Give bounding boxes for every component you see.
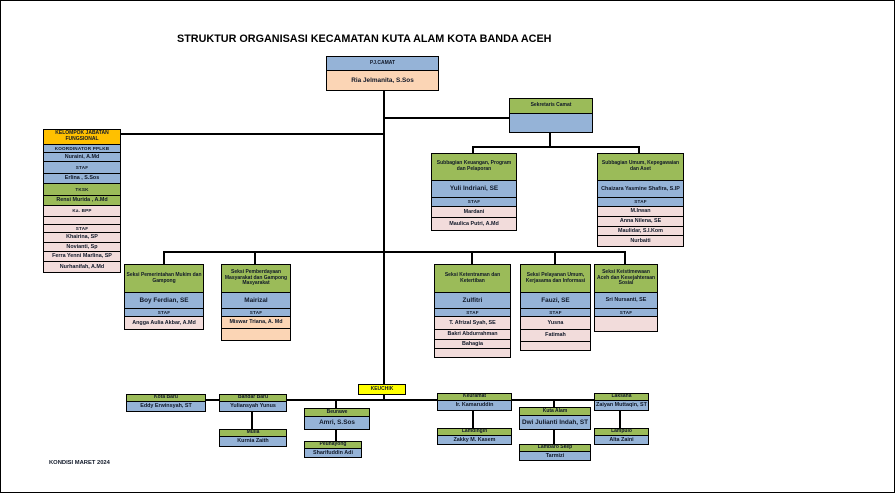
- subkeu-row-3: Mardani: [432, 207, 516, 218]
- org-box-seksi3: [434, 264, 511, 358]
- org-box-lamdingin: [437, 428, 512, 445]
- seksi2-row-2: STAF: [222, 309, 290, 317]
- kelompok-row-1: KOORDINATOR PPLKB: [44, 145, 120, 153]
- connector-line: [383, 252, 385, 384]
- seksi4-header: Seksi Pelayanan Umum, Kerjasama dan Informasi: [521, 265, 590, 293]
- kelompok-header: KELOMPOK JABATAN FUNGSIONAL: [44, 130, 120, 145]
- seksi2-header: Seksi Pemberdayaan Masyarakat dan Gampong Masyarakat: [222, 265, 290, 293]
- connector-line: [619, 409, 621, 429]
- connector-line: [335, 428, 337, 442]
- kutaalam-header: Kuta Alam: [520, 408, 590, 416]
- seksi3-row-4: Bakri Abdurrahman: [435, 330, 510, 340]
- seksi5-header: Seksi Keistimewaan Aceh dan Kesejahteraan Sosial: [595, 265, 657, 293]
- seksi3-row-2: STAF: [435, 309, 510, 317]
- org-box-kelompok: [43, 129, 121, 273]
- kelompok-row-11: Novianti, Sp: [44, 243, 120, 252]
- seksi1-header: Seksi Pemerintahan Mukim dan Gampong: [125, 265, 203, 293]
- laksana-header: Laksana: [595, 394, 648, 401]
- org-box-seksi4: [520, 264, 591, 351]
- seksi3-row-6: [435, 349, 510, 357]
- org-box-kutaalam: [519, 407, 591, 430]
- org-box-mulia: [219, 429, 287, 447]
- seksi4-row-2: STAF: [521, 309, 590, 317]
- org-box-laksana: [594, 393, 649, 411]
- org-box-keuchik: [358, 384, 406, 395]
- org-box-lampulo: [594, 428, 649, 445]
- org-box-sekcam: [509, 98, 593, 133]
- seksi3-row-3: T. Afrizal Syah, SE: [435, 317, 510, 330]
- lampulo-row-1: Alta Zaini: [595, 436, 648, 444]
- subkeu-row-2: STAF: [432, 198, 516, 207]
- connector-line: [383, 117, 510, 119]
- seksi4-row-4: Fatimah: [521, 330, 590, 342]
- mulia-row-1: Kurnia Zaith: [220, 437, 286, 446]
- sekcam-header: Sekretaris Camat: [510, 99, 592, 114]
- lamdingin-row-1: Zakky M. Kasem: [438, 436, 511, 444]
- kelompok-row-10: Khairina, SP: [44, 233, 120, 243]
- seksi2-row-3: Miswar Triana, A. Md: [222, 317, 290, 329]
- org-box-seksi5: [594, 264, 658, 332]
- kelompok-row-2: Nuraini, A.Md: [44, 153, 120, 162]
- kelompok-row-4: Erlina , S.Sos: [44, 174, 120, 184]
- org-box-seksi1: [124, 264, 204, 330]
- connector-line: [163, 251, 626, 253]
- peunayong-row-1: Sharifuddin Adi: [305, 449, 361, 457]
- peunayong-header: Peunayong: [305, 442, 361, 449]
- seksi3-header: Seksi Ketentraman dan Ketertiban: [435, 265, 510, 293]
- kotabaru-header: Kota Baru: [127, 395, 205, 402]
- kotabaru-row-1: Eddy Erwinsyah, ST: [127, 402, 205, 411]
- subumum-row-5: Maulidar, S.I.Kom: [598, 227, 683, 236]
- seksi1-row-1: Boy Ferdian, SE: [125, 293, 203, 309]
- connector-line: [119, 133, 384, 135]
- seksi4-row-1: Fauzi, SE: [521, 293, 590, 309]
- org-box-subkeu: [431, 153, 517, 231]
- seksi1-row-3: Angga Aulia Akbar, A.Md: [125, 317, 203, 329]
- subumum-header: Subbagian Umum, Kepegawaian dan Aset: [598, 154, 683, 181]
- footer-note: KONDISI MARET 2024: [49, 460, 110, 466]
- beurawe-row-1: Amri, S.Sos: [305, 417, 369, 429]
- kelompok-row-6: Rensi Murida , A.Md: [44, 196, 120, 206]
- org-box-kotabaru: [126, 394, 206, 412]
- org-box-bandarbaru: [219, 394, 287, 412]
- subkeu-row-4: Maulica Putri, A.Md: [432, 218, 516, 230]
- connector-line: [251, 410, 253, 430]
- seksi1-row-2: STAF: [125, 309, 203, 317]
- keuchik-header: KEUCHIK: [359, 385, 405, 394]
- lampulo-header: Lampulo: [595, 429, 648, 436]
- subumum-row-3: M.Irwan: [598, 207, 683, 217]
- connector-line: [549, 131, 551, 147]
- kelompok-row-9: STAF: [44, 225, 120, 233]
- kelompok-row-7: Ka. BPP: [44, 206, 120, 217]
- pjcamat-row-1: Ria Jelmanita, S.Sos: [327, 71, 438, 90]
- lamdingin-header: Lamdingin: [438, 429, 511, 436]
- org-box-seksi2: [221, 264, 291, 341]
- lambaroskep-row-1: Tarmizi: [520, 452, 590, 460]
- kelompok-row-12: Ferra Yenni Marlina, SP: [44, 252, 120, 262]
- subumum-row-4: Anna Nilena, SE: [598, 217, 683, 227]
- seksi2-row-4: [222, 329, 290, 340]
- beurawe-header: Beurawe: [305, 409, 369, 417]
- connector-line: [553, 428, 555, 445]
- kelompok-row-8: [44, 217, 120, 225]
- org-box-subumum: [597, 153, 684, 247]
- seksi5-row-2: STAF: [595, 309, 657, 317]
- page-title: STRUKTUR ORGANISASI KECAMATAN KUTA ALAM KOTA BANDA ACEH: [177, 33, 552, 45]
- seksi2-row-1: Mairizal: [222, 293, 290, 309]
- org-box-keuramat: [437, 393, 512, 411]
- kelompok-row-3: STAF: [44, 162, 120, 174]
- seksi5-row-1: Sri Nursanti, SE: [595, 293, 657, 309]
- subkeu-header: Subbagian Keuangan, Program dan Pelaporan: [432, 154, 516, 181]
- seksi5-row-3: [595, 317, 657, 331]
- seksi4-row-3: Yusna: [521, 317, 590, 330]
- subumum-row-1: Chaizara Yasmine Shafira, S.IP: [598, 181, 683, 198]
- bandarbaru-header: Bandar Baru: [220, 395, 286, 402]
- seksi3-row-5: Bahagia: [435, 340, 510, 349]
- kutaalam-row-1: Dwi Julianti Indah, ST: [520, 416, 590, 429]
- kelompok-row-13: Nurhanifah, A.Md: [44, 262, 120, 272]
- seksi3-row-1: Zulfitri: [435, 293, 510, 309]
- connector-line: [472, 146, 640, 148]
- org-box-lambaroskep: [519, 444, 591, 461]
- seksi4-row-5: [521, 342, 590, 350]
- org-box-peunayong: [304, 441, 362, 458]
- pjcamat-header: PJ.CAMAT: [327, 57, 438, 71]
- mulia-header: Mulia: [220, 430, 286, 437]
- subumum-row-2: STAF: [598, 198, 683, 207]
- sekcam-row-1: [510, 114, 592, 132]
- lambaroskep-header: Lambaro Skep: [520, 445, 590, 452]
- connector-line: [472, 409, 474, 429]
- org-box-beurawe: [304, 408, 370, 430]
- bandarbaru-row-1: Yuliansyah Yunus: [220, 402, 286, 411]
- org-box-pjcamat: [326, 56, 439, 91]
- kelompok-row-5: TKSK: [44, 184, 120, 196]
- laksana-row-1: Zaiyan Muttaqin, ST: [596, 402, 647, 409]
- subumum-row-6: Nurbaiti: [598, 236, 683, 246]
- keuramat-row-1: Ir. Kamaruddin: [438, 401, 511, 410]
- connector-line: [383, 89, 385, 253]
- keuramat-header: Keuramat: [438, 394, 511, 401]
- subkeu-row-1: Yuli Indriani, SE: [432, 181, 516, 198]
